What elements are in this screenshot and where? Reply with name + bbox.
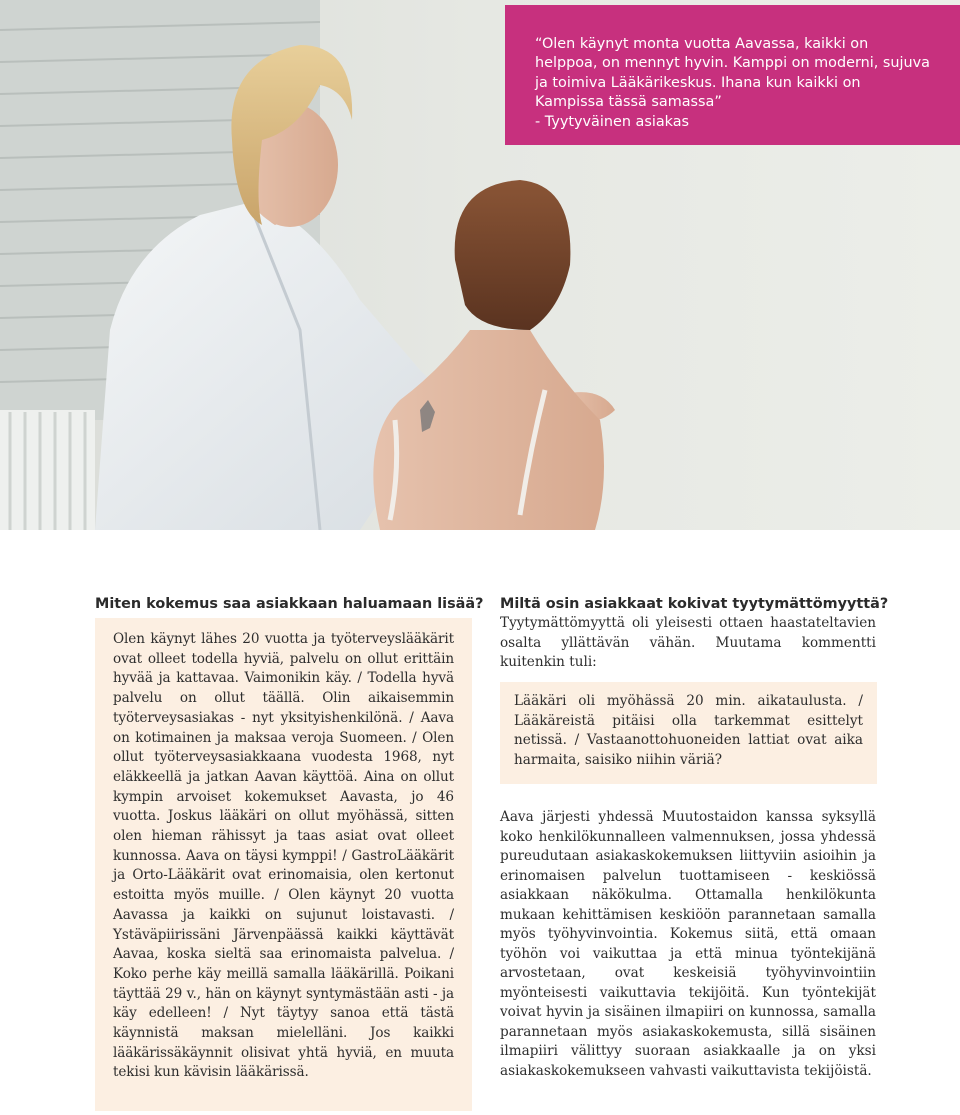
training-body-text: Aava järjesti yhdessä Muutostaidon kanssa syksyllä koko henkilökunnalleen valmennuksen, jossa yhdessä pureudutaan asiakaskokemuksen liittyviin asioihin ja erinomaisen palvelun tuottamiseen - keskiössä asiakkaan näkökulma. Ottamalla henkilökunta mukaan kehittämisen keskiöön parannetaan samalla myös työhyvinvointia. Kokemus siitä, että omaan työhön voi vaikuttaa ja että minua työntekijänä arvostetaan, ovat keskeisiä työhyvinvointiin myönteisesti vaikuttavia tekijöitä. Kun työntekijät voivat hyvin ja sisäinen ilmapiiri on kunnossa, samalla parannetaan myös asiakaskokemusta, sillä sisäinen ilmapiiri välittyy suoraan asiakkaalle ja on yksi asiakaskokemukseen vahvasti vaikuttavista tekijöistä. — [500, 809, 876, 1079]
customer-quote-box — [505, 5, 960, 145]
negative-feedback-text: Lääkäri oli myöhässä 20 min. aikataulusta. / Lääkäreistä pitäisi olla tarkemmat esittelyt netissä. / Vastaanottohuoneiden lattiat ovat aika harmaita, saisiko niihin väriä? — [514, 693, 863, 769]
dissatisfaction-intro: Tyytymättömyyttä oli yleisesti ottaen haastateltavien osalta yllättävän vähän. Muutama kommentti kuitenkin tuli: — [500, 615, 876, 670]
quote-attribution: - Tyytyväinen asiakas — [535, 113, 690, 130]
left-heading: Miten kokemus saa asiakkaan haluamaan lisää? — [95, 596, 484, 612]
radiator — [0, 410, 95, 530]
negative-feedback-box — [500, 682, 877, 784]
right-heading: Miltä osin asiakkaat kokivat tyytymättömyyttä? — [500, 596, 889, 612]
positive-feedback-box — [95, 618, 472, 1111]
quote-text: “Olen käynyt monta vuotta Aavassa, kaikki on helppoa, on mennyt hyvin. Kamppi on moderni, sujuva ja toimiva Lääkärikeskus. Ihana kun kaikki on Kampissa tässä samassa” — [535, 36, 930, 111]
positive-feedback-text: Olen käynyt lähes 20 vuotta ja työterveyslääkärit ovat olleet todella hyviä, palvelu on ollut erittäin hyvää ja kattavaa. Vaimonikin käy. / Todella hyvä palvelu on ollut täällä. Olin aikaisemmin työterveysasiakas - nyt yksityishenkilönä. / Aava on kotimainen ja maksaa veroja Suomeen. / Olen ollut työterveysasiakkaana vuodesta 1968, nyt eläkkeellä ja jatkan Aavan käyttöä. Aina on ollut kympin arvoiset kokemukset Aavasta, jo 46 vuotta. Joskus lääkäri on ollut myöhässä, sitten olen hieman rähissyt ja taas asiat ovat olleet kunnossa. Aava on täysi kymppi! / GastroLääkärit ja Orto-Lääkärit ovat erinomaisia, olen kertonut estoitta myös muille. / Olen käynyt 20 vuotta Aavassa ja kaikki on sujunut loistavasti. / Ystäväpiirissäni Järvenpäässä kaikki käyttävät Aavaa, koska sieltä saa erinomaista palvelua. / Koko perhe käy meillä samalla lääkärillä. Poikani täyttää 29 v., hän on käynyt syntymästään asti - ja käy edelleen! / Nyt täytyy sanoa että tästä käynnistä maksan mielelläni. Jos kaikki lääkärissäkäynnit olisivat yhtä hyviä, en muuta tekisi kun kävisin lääkärissä. — [113, 631, 454, 1081]
